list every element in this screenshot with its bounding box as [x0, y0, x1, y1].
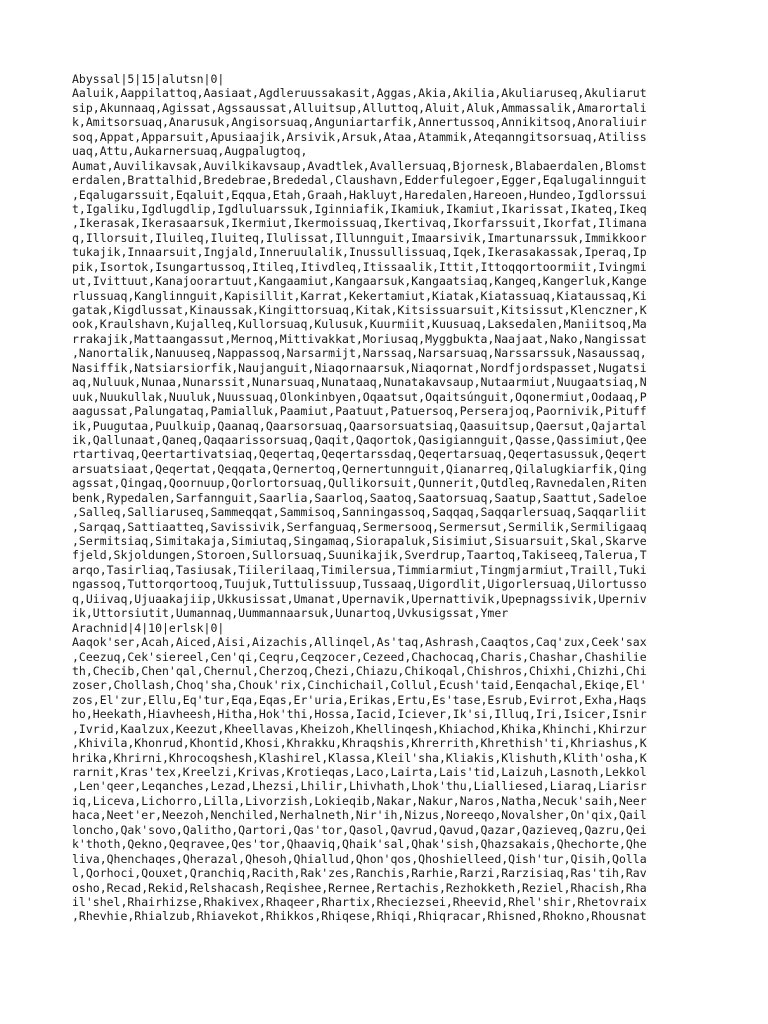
text-line: l,Qorhoci,Qouxet,Qranchiq,Racith,Rak'zes,Ranchis,Rarhie,Rarzi,Rarzisiaq,Ras'tih,Rav	[72, 866, 647, 881]
text-line: gatak,Kigdlussat,Kinaussak,Kingittorsuaq,Kitak,Kitsissuarsuit,Kitsissut,Klenczner,K	[72, 303, 647, 317]
text-line: arsuatsiaat,Qeqertat,Qeqqata,Qernertoq,Qernertunnguit,Qianarreq,Qilalugkiarfik,Qing	[72, 461, 647, 476]
text-line: uaq,Attu,Aukarnersuaq,Augpalugtoq,	[72, 144, 308, 159]
text-line: ,Ivrid,Kaalzux,Keezut,Kheellavas,Kheizoh,Khellinqesh,Khiachod,Khika,Khinchi,Khirzur	[72, 721, 647, 736]
text-line: rlussuaq,Kanglinnguit,Kapisillit,Karrat,Kekertamiut,Kiatak,Kiatassuaq,Kiataussaq,Ki	[72, 288, 647, 303]
text-line: Abyssal|5|15|alutsn|0|	[72, 72, 225, 86]
text-line: rarnit,Kras'tex,Kreelzi,Krivas,Krotieqas,Laco,Lairta,Lais'tid,Laizuh,Lasnoth,Lekkol	[72, 765, 647, 779]
text-line: ik,Qallunaat,Qaneq,Qaqaarissorsuaq,Qaqit,Qaqortok,Qasigiannguit,Qasse,Qassimiut,Qee	[72, 432, 647, 447]
document-page	[72, 72, 698, 924]
text-line: tukajik,Innaarsuit,Ingjald,Inneruulalik,Inussullissuaq,Iqek,Ikerasakassak,Iperaq,Ip	[72, 245, 647, 260]
text-line: k'thoth,Qekno,Qeqravee,Qes'tor,Qhaaviq,Qhaik'sal,Qhak'sish,Qhazsakais,Qhechorte,Qhe	[72, 837, 647, 852]
text-line: erdalen,Brattalhid,Bredebrae,Brededal,Claushavn,Edderfulegoer,Egger,Eqalugalinnguit	[72, 173, 647, 188]
text-line: ,Ikerasak,Ikerasaarsuk,Ikermiut,Ikermoissuaq,Ikertivaq,Ikorfarssuit,Ikorfat,Ilimana	[72, 216, 647, 231]
text-line: fjeld,Skjoldungen,Storoen,Sullorsuaq,Suunikajik,Sverdrup,Taartoq,Takiseeq,Talerua,T	[72, 548, 647, 563]
text-line: ook,Kraulshavn,Kujalleq,Kullorsuaq,Kulusuk,Kuurmiit,Kuusuaq,Laksedalen,Maniitsoq,Ma	[72, 317, 647, 332]
text-line: iq,Liceva,Lichorro,Lilla,Livorzish,Lokieqib,Nakar,Nakur,Naros,Natha,Necuk'saih,Neer	[72, 793, 647, 808]
text-line: liva,Qhenchaqes,Qherazal,Qhesoh,Qhiallud,Qhon'qos,Qhoshielleed,Qish'tur,Qisih,Qolla	[72, 851, 647, 866]
text-line: ,Ceezuq,Cek'siereel,Cen'qi,Ceqru,Ceqzocer,Cezeed,Chachocaq,Charis,Chashar,Chashilie	[72, 649, 647, 664]
text-line: ho,Heekath,Hiavheesh,Hitha,Hok'thi,Hossa,Iacid,Iciever,Ik'si,Illuq,Iri,Isicer,Isnir	[72, 707, 647, 722]
text-line: rrakajik,Mattaangassut,Mernoq,Mittivakkat,Moriusaq,Myggbukta,Naajaat,Nako,Nangissat	[72, 331, 647, 346]
text-line: Arachnid|4|10|erlsk|0|	[72, 620, 225, 635]
text-line: uuk,Nuukullak,Nuuluk,Nuussuaq,Olonkinbyen,Oqaatsut,Oqaitsúnguit,Oqonermiut,Oodaaq,P	[72, 389, 647, 404]
text-line: hrika,Khrirni,Khrocoqshesh,Klashirel,Klassa,Kleil'sha,Kliakis,Klishuth,Klith'osha,K	[72, 750, 647, 765]
text-line: Aaqok'ser,Acah,Aiced,Aisi,Aizachis,Allinqel,As'taq,Ashrash,Caaqtos,Caq'zux,Ceek'sax	[72, 635, 647, 650]
text-line: k,Amitsorsuaq,Anarusuk,Angisorsuaq,Anguniartarfik,Annertussoq,Annikitsoq,Anoraliuir	[72, 115, 647, 130]
text-line: soq,Appat,Apparsuit,Apusiaajik,Arsivik,Arsuk,Ataa,Atammik,Ateqanngitsorsuaq,Atiliss	[72, 129, 647, 144]
text-line: haca,Neet'er,Neezoh,Nenchiled,Nerhalneth,Nir'ih,Nizus,Noreeqo,Novalsher,On'qix,Qail	[72, 808, 647, 823]
text-line: ,Eqalugarssuit,Eqaluit,Eqqua,Etah,Graah,Hakluyt,Haredalen,Hareoen,Hundeo,Igdlorssui	[72, 187, 647, 202]
text-line: ,Sarqaq,Sattiaatteq,Savissivik,Serfanguaq,Sermersooq,Sermersut,Sermilik,Sermiligaaq	[72, 519, 647, 534]
text-line: benk,Rypedalen,Sarfannguit,Saarlia,Saarloq,Saatoq,Saatorsuaq,Saatup,Saattut,Sadeloe	[72, 490, 647, 505]
text-line: zoser,Chollash,Choq'sha,Chouk'rix,Cinchichail,Collul,Ecush'taid,Eenqachal,Ekiqe,El'	[72, 678, 647, 693]
text-line: loncho,Qak'sovo,Qalitho,Qartori,Qas'tor,Qasol,Qavrud,Qavud,Qazar,Qazieveq,Qazru,Qei	[72, 822, 647, 837]
text-line: pik,Isortok,Isungartussoq,Itileq,Itivdleq,Itissaalik,Ittit,Ittoqqortoormiit,Ivingmi	[72, 259, 647, 274]
text-line: ngassoq,Tuttorqortooq,Tuujuk,Tuttulissuup,Tussaaq,Uigordlit,Uigorlersuaq,Uilortusso	[72, 577, 647, 592]
text-line: q,Uiivaq,Ujuaakajiip,Ukkusissat,Umanat,Upernavik,Upernattivik,Upepnagssivik,Uperniv	[72, 591, 647, 606]
text-line: sip,Akunnaaq,Agissat,Agssaussat,Alluitsup,Alluttoq,Aluit,Aluk,Ammassalik,Amarortali	[72, 100, 647, 115]
text-line: t,Igaliku,Igdlugdlip,Igdluluarssuk,Iginniafik,Ikamiuk,Ikamiut,Ikarissat,Ikateq,Ikeq	[72, 201, 647, 216]
text-line: osho,Recad,Rekid,Relshacash,Reqishee,Rernee,Rertachis,Rezhokketh,Reziel,Rhacish,Rha	[72, 880, 647, 895]
text-line: il'shel,Rhairhizse,Rhakivex,Rhaqeer,Rhartix,Rheciezsei,Rheevid,Rhel'shir,Rhetovraix	[72, 894, 647, 909]
text-line: ,Sermitsiaq,Simitakaja,Simiutaq,Singamaq,Siorapaluk,Sisimiut,Sisuarsuit,Skal,Skarve	[72, 534, 647, 548]
text-line: aagussat,Palungataq,Pamialluk,Paamiut,Paatuut,Patuersoq,Perserajoq,Paornivik,Pituff	[72, 404, 647, 419]
text-line: ,Salleq,Salliaruseq,Sammeqqat,Sammisoq,Sanningassoq,Saqqaq,Saqqarlersuaq,Saqqarliit	[72, 505, 647, 520]
text-line: agssat,Qingaq,Qoornuup,Qorlortorsuaq,Qullikorsuit,Qunnerit,Qutdleq,Ravnedalen,Riten	[72, 476, 647, 491]
text-line: ,Rhevhie,Rhialzub,Rhiavekot,Rhikkos,Rhiqese,Rhiqi,Rhiqracar,Rhisned,Rhokno,Rhousnat	[72, 909, 647, 924]
text-line: Aaluik,Aappilattoq,Aasiaat,Agdleruussakasit,Aggas,Akia,Akilia,Akuliaruseq,Akuliarut	[72, 86, 647, 101]
text-line: arqo,Tasirliaq,Tasiusak,Tiilerilaaq,Timilersua,Timmiarmiut,Tingmjarmiut,Traill,Tuki	[72, 562, 647, 577]
text-line: Nasiffik,Natsiarsiorfik,Naujanguit,Niaqornaarsuk,Niaqornat,Nordfjordspasset,Nugatsi	[72, 360, 647, 375]
text-line: q,Illorsuit,Iluileq,Iluiteq,Ilulissat,Illunnguit,Imaarsivik,Imartunarssuk,Immikkoor	[72, 230, 647, 245]
text-line: zos,El'zur,Ellu,Eq'tur,Eqa,Eqas,Er'uria,Erikas,Ertu,Es'tase,Esrub,Evirrot,Exha,Haqs	[72, 692, 647, 707]
text-line: ,Len'qeer,Leqanches,Lezad,Lhezsi,Lhilir,Lhivhath,Lhok'thu,Lialliesed,Liaraq,Liarisr	[72, 779, 647, 794]
text-line: rtartivaq,Qeertartivatsiaq,Qeqertaq,Qeqertarssdaq,Qeqertarsuaq,Qeqertasussuk,Qeqert	[72, 447, 647, 462]
text-line: ik,Uttorsiutit,Uumannaq,Uummannaarsuk,Uunartoq,Uvkusigssat,Ymer	[72, 606, 509, 621]
text-line: aq,Nuluuk,Nunaa,Nunarssit,Nunarsuaq,Nunataaq,Nunatakavsaup,Nutaarmiut,Nuugaatsiaq,N	[72, 375, 647, 390]
text-line: Aumat,Auvilikavsak,Auvilkikavsaup,Avadtlek,Avallersuaq,Bjornesk,Blabaerdalen,Blomst	[72, 158, 647, 173]
text-line: ,Nanortalik,Nanuuseq,Nappassoq,Narsarmijt,Narssaq,Narsarsuaq,Narssarssuk,Nasaussaq,	[72, 346, 647, 361]
text-line: ,Khivila,Khonrud,Khontid,Khosi,Khrakku,Khraqshis,Khrerrith,Khrethish'ti,Khriashus,K	[72, 736, 647, 751]
text-line: ik,Puugutaa,Puulkuip,Qaanaq,Qaarsorsuaq,Qaarsorsuatsiaq,Qaasuitsup,Qaersut,Qajartal	[72, 418, 647, 433]
text-line: ut,Ivittuut,Kanajoorartuut,Kangaamiut,Kangaarsuk,Kangaatsiaq,Kangeq,Kangerluk,Kange	[72, 274, 647, 289]
text-line: th,Checib,Chen'qal,Chernul,Cherzoq,Chezi,Chiazu,Chikoqal,Chishros,Chixhi,Chizhi,Chi	[72, 663, 647, 678]
